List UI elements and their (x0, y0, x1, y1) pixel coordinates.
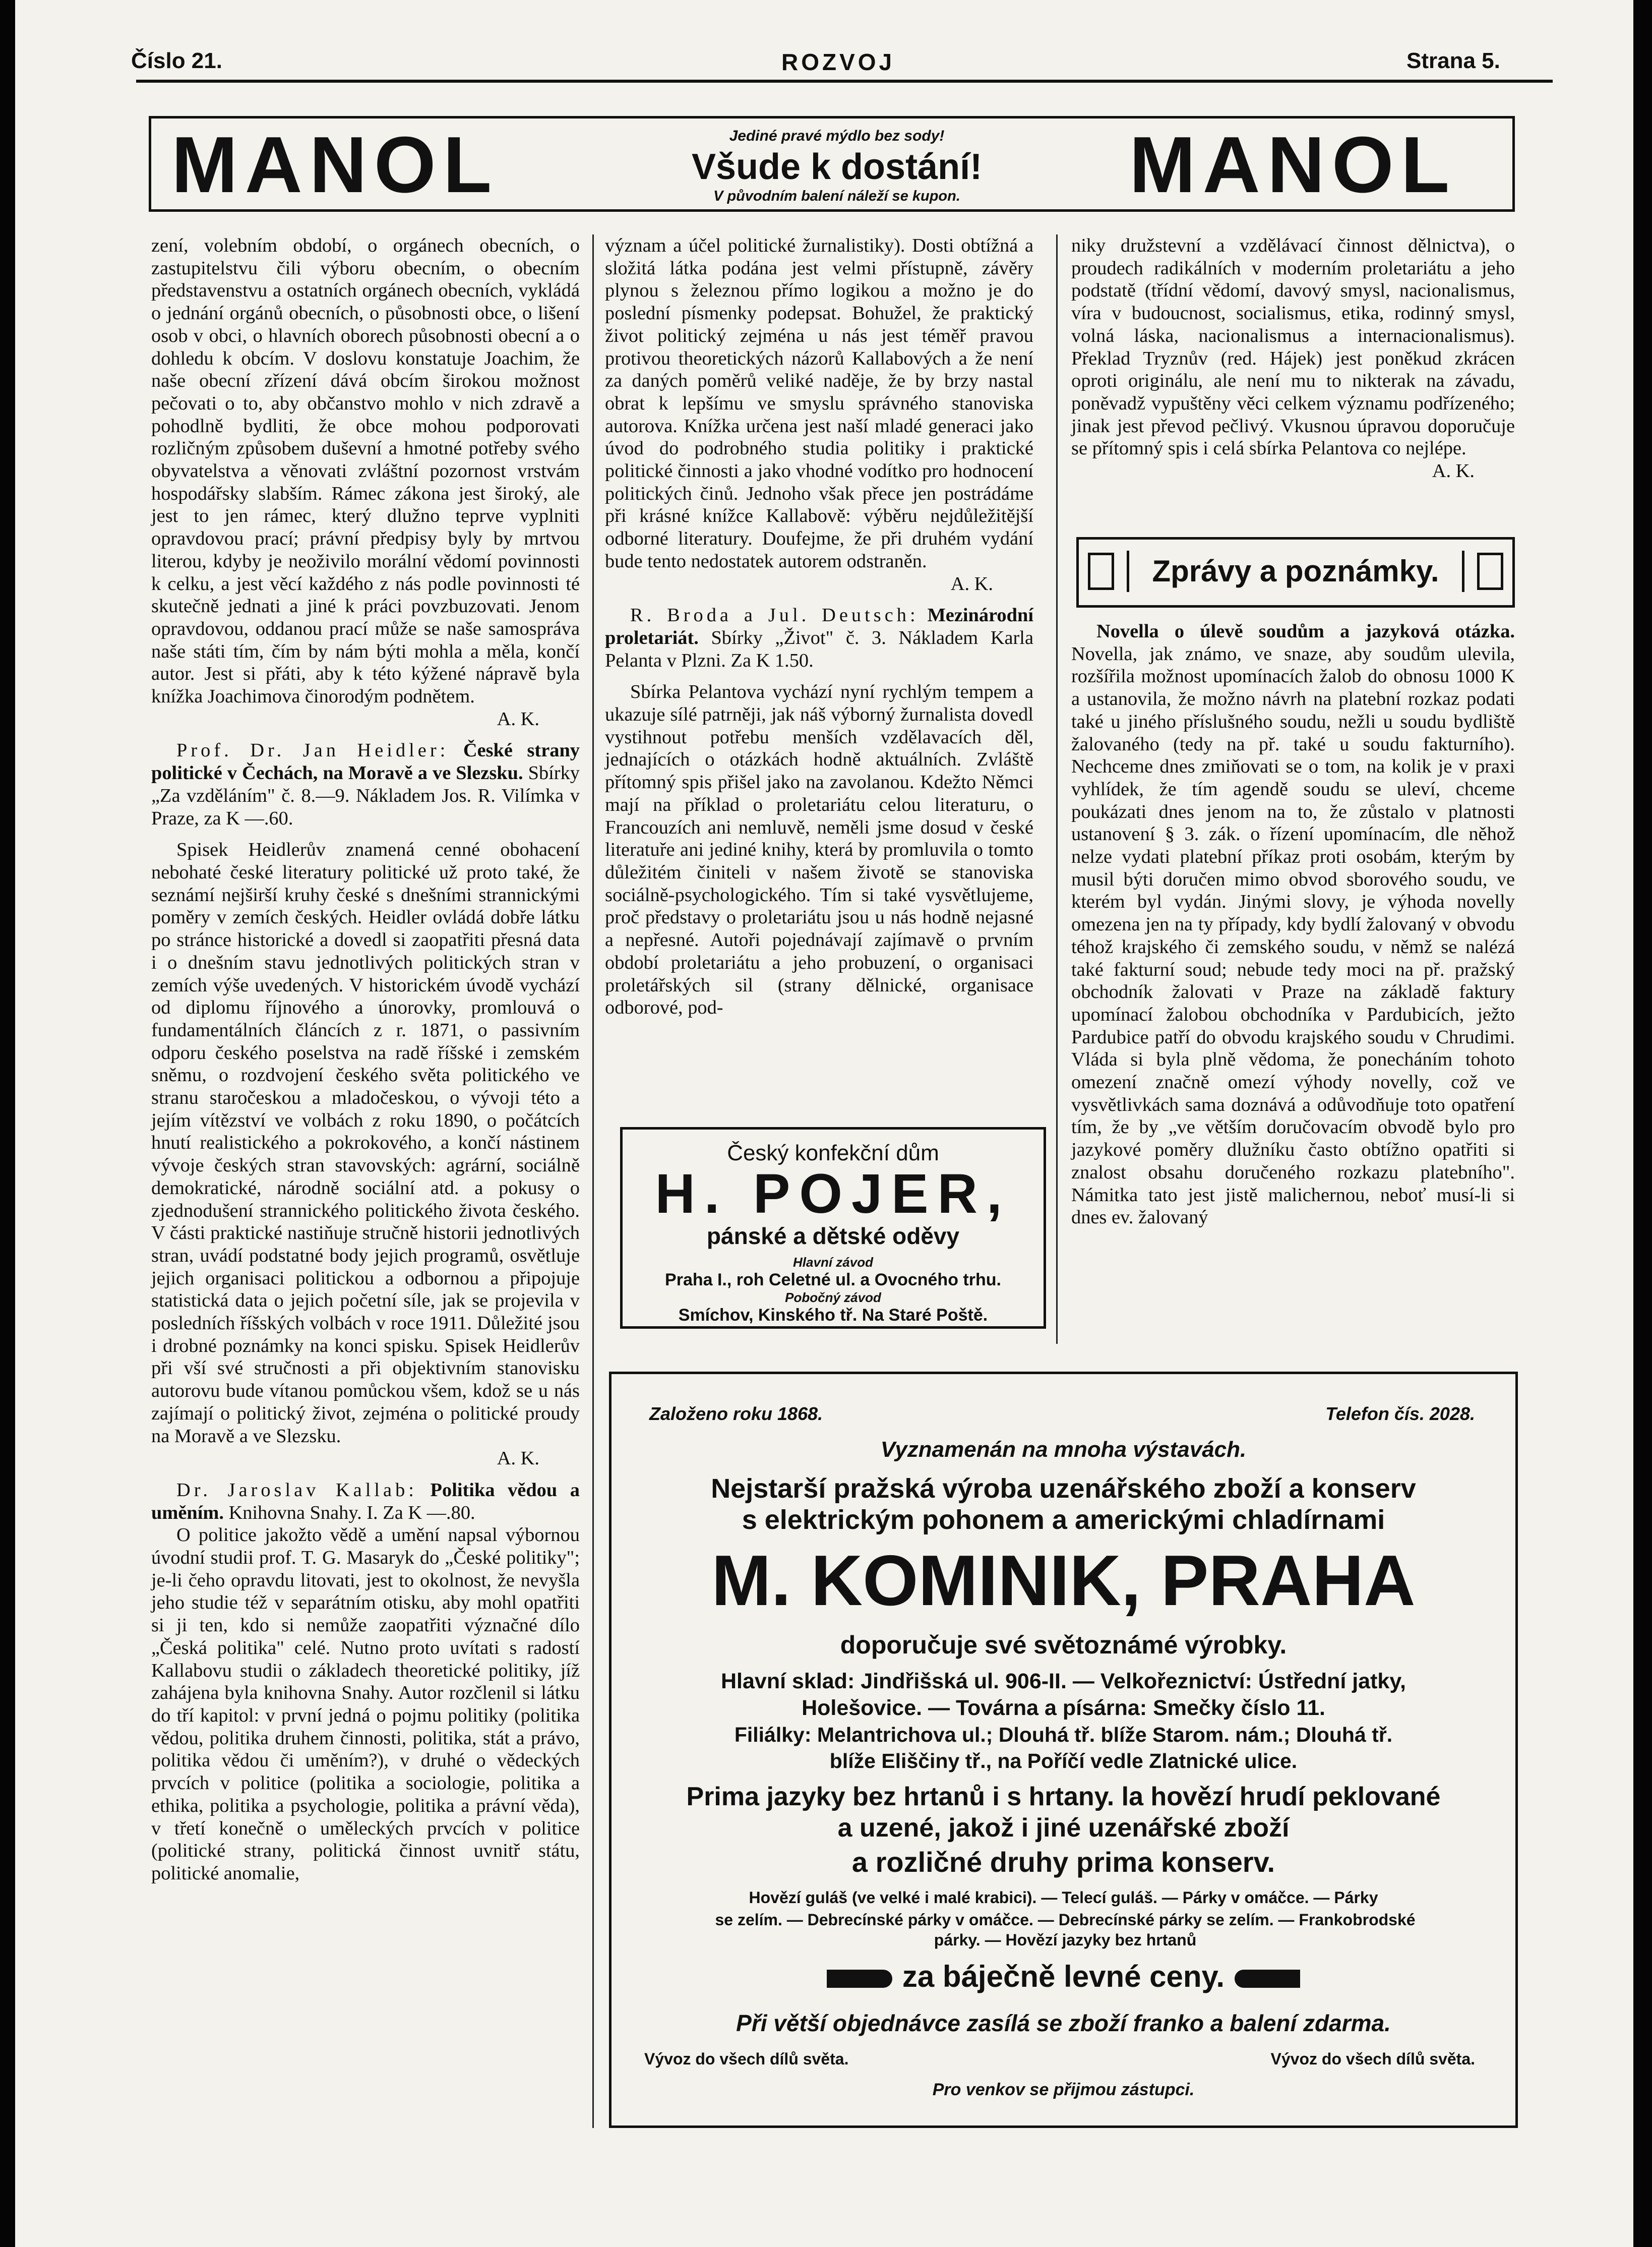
kominik-phone: Telefon čís. 2028. (1325, 1403, 1475, 1424)
kominik-cheap-text: za báječně levné ceny. (902, 1960, 1225, 1993)
pointing-hand-right-icon (1235, 1970, 1300, 1988)
kominik-prima1: Prima jazyky bez hrtanů i s hrtany. la hovězí hrudí peklované (686, 1782, 1441, 1811)
article-continuation: niky družstevní a vzdělávací činnost dělnictva), o proudech radikálních v moderním proletariátu a jeho podstatě (třídní vědomí, davový smysl, nacionalismus, víra v budoucnost, socialismus, etika, rodinný smysl, volná láska, nacionalismus a internacionalismus). Překlad Tryznův (red. Hájek) jest poněkud zkrácen oproti originálu, ale není mu to nikterak na závadu, poněvadž vypuštěny věci celkem významu podřízeného; jinak jest převod pečlivý. Vkusnou úpravou doporučuje se přítomný spis i celá sbírka Pelantova co nejlépe. (1071, 235, 1515, 459)
column-separator (592, 234, 594, 2128)
page-number: Strana 5. (1406, 48, 1500, 73)
signature: A. K. (497, 708, 539, 730)
signature: A. K. (1432, 460, 1475, 482)
pojer-branch-label: Pobočný závod (785, 1290, 881, 1305)
manol-advertisement (149, 116, 1515, 212)
kominik-cheap (611, 1959, 1515, 1994)
review-broda-body: Sbírka Pelantova vychází nyní rychlým tempem a ukazuje sílé patrněji, jak náš výborný žurnalista dovedl vystihnout potřebu menších vzdělavacích děl, jednajících o otázkách hodně aktuálních. Zvláště přítomný spis přišel jako na zavolanou. Kdežto Němci mají na příklad o proletariátu celou literaturu, o Francouzích ani nemluvě, neměli jsme dosud v české literatuře ani jediné knihy, která by promluvila o tomto důležitém činiteli v našem životě se stanoviska sociálně-psychologického. Tím si také vysvětlujeme, proč představy o proletariátu jsou u nás hodně nejasné a nepřesné. Autoři pojednávají zajímavě o prvním období proletariátu a jeho probuzení, o organisaci proletářských sil (strany dělnické, organisace odborové, pod- (605, 681, 1033, 1019)
header-rule (136, 80, 1553, 83)
pojer-name: H. POJER, (655, 1163, 1011, 1225)
section-box-zpravy (1076, 537, 1515, 608)
newspaper-page (15, 0, 1633, 2247)
pojer-advertisement (620, 1127, 1046, 1329)
review-heidler-body: Spisek Heidlerův znamená cenné obohacení nebohaté české literatury politické už proto také, že seznámí nejširší kruhy české s dnešními strannickými poměry v zemích českých. Heidler ovládá dobře látku po stránce historické a dovedl si zaopatřiti přesná data i o dnešním stavu jednotlivých politických stran v zemích výše uvedených. V historickém úvodě vychází od diplomu říjnového a únorovky, promlouvá o fundamentálních článcích z r. 1871, o passivním odporu českého poselstva na radě říšské i zemském sněmu, o rozdvojení českého světa politického ve stranu staročeskou a mladočeskou, o vývoji této a jejím vítězství ve volbách z roku 1890, o počátcích hnutí realistického a pokrokového, a končí nástinem vývoje českých stran stavovských: agrární, sociálně demokratické, národně sociální atd. a pokusy o zjednodušení strannického politického života českého. V části praktické nastiňuje stručně historii jednotlivých stran, uvádí podstatné body jejich programů, osvětluje jejich organisaci politickou a odbornou a připojuje statistická data o jejich početní síle, jak se projevila v posledních říšských volbách v roce 1911. Důležité jsou i drobné poznámky na konci spisku. Spisek Heidlerův při vší své stručnosti a při objektivním stanovisku autorovu bude vítanou pomůckou všem, kdož se u nás zajímají o politický život, zejména o politické proudy na Moravě a ve Slezsku. (151, 839, 580, 1447)
article-continuation: zení, volebním období, o orgánech obecních, o zastupitelstvu čili výboru obecním, o obecním představenstvu a ostatních orgánech obecních, vykládá o jednání orgánů obecních, o působnosti obce, o lišení osob v obci, o hlavních oborech působnosti obecní a o dohledu k obcím. V doslovu konstatuje Joachim, že naše obecní zřízení dává obcím širokou možnost pečovati o to, aby občanstvo mohlo v nich zdravě a pohodlně bydliti, že obce mohou podporovati rozličným způsobem duševní a hmotné potřeby svého obyvatelstva a věnovati zvláštní pozornost vrstvám hospodářsky slabším. Rámec zákona jest široký, ale jest to jen rámec, který dlužno teprve vyplniti opravdovou prací; právní předpisy byly by mrtvou literou, kdyby je neoživilo morální vědomí povinnosti k celku, a jest věcí každého z nás podle povinnosti té skutečně jednati a jiné k práci povzbuzovati. Jenom opravdovou, oddanou prací může se naše samospráva naše státi tím, čím by nám býti mohla a měla, končí autor. Jest si přáti, aby k této kýžené nápravě byla knížka Joachimova činorodým podnětem. (151, 235, 580, 707)
pointing-hand-left-icon (827, 1970, 892, 1988)
pojer-main-label: Hlavní závod (793, 1255, 873, 1270)
news-title: Novella o úlevě soudům a jazyková otázka. (1096, 621, 1515, 642)
review-title: Politika vědou a uměním. (151, 1479, 580, 1523)
kominik-recommends: doporučuje své světoznámé výrobky. (840, 1631, 1287, 1659)
review-biblio: Knihovna Snahy. I. Za K —.80. (228, 1502, 475, 1523)
left-column (151, 234, 580, 1885)
review-heidler-heading (151, 739, 580, 830)
review-kallab-body: O politice jakožto vědě a umění napsal výbornou úvodní studii prof. T. G. Masaryk do „České politiky"; je-li čeho opravdu litovati, jest to okolnost, že nevyšla jeho studie též v separátním otisku, aby mohl opatřiti si ji ten, kdo si nemůže zaopatřiti význačné dílo „Česká politika" celé. Nutno proto uvítati s radostí Kallabovu studii o základech theoretické politiky, jíž zahájena byla knihovna Snahy. Autor rozčlenil si látku do tří kapitol: v první jedná o pojmu politiky (politika vědou, politika druhem činnosti, politika, stát a právo, politika vědou či uměním?), v druhé o vědeckých prvcích v politice (politika a sociologie, politika a ethika, politika a psychologie, politika a právní věda), v třetí konečně o uměleckých prvcích v politice (politické strany, politická činnost uvnitř státu, politické anomalie, (151, 1524, 580, 1884)
signature: A. K. (950, 573, 993, 595)
manol-brand-left: MANOL (171, 121, 499, 209)
kominik-name: M. KOMINIK, PRAHA (711, 1541, 1416, 1621)
masthead: ROZVOJ (781, 49, 895, 75)
kominik-founded: Založeno roku 1868. (649, 1403, 823, 1424)
news-body: Novella, jak známo, ve snaze, aby soudům ulevila, rozšířila možnost upomínacích žalob do obnosu 1000 K a ustanovila, že možno návrh na platební rozkaz podati také u jiného příslušného soudu, nežli u soudu bydliště žalovaného (tedy na př. také u soudu fakturního). Nechceme dnes zmiňovati se o tom, na kolik je v praxi vyhlídek, že tím agendě soudu se uleví, chceme poukázati dnes jenom na to, že zůstalo v platnosti ustanovení § 3. zák. o řízení upomínacím, dle něhož nelze vydati platební příkaz proti osobám, kterým by musil býti doručen mimo obvod sborového soudu, ve kterém byl vydán. Jinými slovy, je výhoda novelly omezena jen na ty případy, kdy bydlí žalovaný v obvodu téhož krajského či zemského soudu, v němž se nalézá také fakturní soud; nebude tedy moci na př. pražský obchodník žalovati v Praze na základě faktury upomínací žalobou obchodníka v Pardubicích, ježto Pardubice patří do obvodu krajského soudu v Chrudimi. Vláda si byla plně vědoma, že ponecháním tohoto omezení značně omezí výhody novelly, což ve vysvětlivkách sama doznává a odůvodňuje toto opatření tím, že by „ve větším doručovacím obvodě bylo pro jazykové poměry dlužníku často obtížno opatřiti si znalost obsahu doručeného rozkazu platebního". Námitka tato jest jistě malichernou, neboť musí-li si dnes ev. žalovaný (1071, 643, 1515, 1228)
kominik-export-right: Vývoz do všech dílů světa. (1270, 2050, 1475, 2068)
kominik-export-left: Vývoz do všech dílů světa. (644, 2050, 849, 2068)
kominik-line1: Nejstarší pražská výroba uzenářského zboží a konserv (711, 1473, 1416, 1504)
kominik-agents: Pro venkov se přijmou zástupci. (932, 2080, 1195, 2099)
kominik-advertisement (609, 1372, 1518, 2128)
review-biblio: Sbírky „Život" č. 3. Nákladem Karla Pelanta v Plzni. Za K 1.50. (605, 627, 1033, 671)
kominik-addr1: Hlavní sklad: Jindřišská ul. 906-II. — Velkořeznictví: Ústřední jatky, (721, 1669, 1406, 1693)
signature: A. K. (497, 1448, 539, 1469)
review-author: Prof. Dr. Jan Heidler: (176, 740, 449, 761)
pojer-goods: pánské a dětské oděvy (706, 1223, 960, 1249)
review-title: Mezinárodní proletariát. (605, 605, 1033, 648)
review-author: R. Broda a Jul. Deutsch: (630, 605, 919, 626)
kominik-prima3: a rozličné druhy prima konserv. (851, 1846, 1275, 1878)
manol-brand-right: MANOL (1129, 121, 1457, 209)
kominik-goods1: Hovězí guláš (ve velké i malé krabici). — Telecí guláš. — Párky v omáčce. — Párky (749, 1888, 1378, 1907)
kominik-addr2: Holešovice. — Továrna a písárna: Smečky číslo 11. (802, 1696, 1325, 1720)
pojer-main-address: Praha I., roh Celetné ul. a Ovocného trhu. (665, 1270, 1001, 1289)
issue-number: Číslo 21. (131, 48, 222, 73)
pojer-branch-address: Smíchov, Kinského tř. Na Staré Poště. (678, 1306, 988, 1325)
right-column-top (1071, 234, 1515, 483)
square-ornament-right (1477, 553, 1503, 590)
manol-tagline: Jediné pravé mýdlo bez sody! (729, 128, 945, 144)
review-broda-heading (605, 604, 1033, 672)
review-title: České strany politické v Čechách, na Moravě a ve Slezsku. (151, 740, 580, 784)
review-kallab-heading (151, 1479, 580, 1524)
review-biblio: Sbírky „Za vzděláním" č. 8.—9. Nákladem Jos. R. Vilímka v Praze, za K —.60. (151, 762, 580, 829)
kominik-prima2: a uzené, jakož i jiné uzenářské zboží (837, 1813, 1290, 1843)
kominik-line2: s elektrickým pohonem a americkými chladírnami (742, 1505, 1385, 1535)
middle-column (605, 234, 1033, 1019)
manol-note: V původním balení náleží se kupon. (713, 188, 960, 204)
kominik-addr3: Filiálky: Melantrichova ul.; Dlouhá tř. blíže Starom. nám.; Dlouhá tř. (734, 1723, 1393, 1746)
kominik-awards: Vyznamenán na mnoha výstavách. (880, 1437, 1247, 1462)
review-author: Dr. Jaroslav Kallab: (176, 1479, 417, 1501)
kominik-goods2: se zelím. — Debrecínské párky v omáčce. — Debrecínské párky se zelím. — Frankobrodské párky. — Hovězí jazyky bez hrtanů (715, 1911, 1416, 1949)
right-column-news (1071, 620, 1515, 1229)
square-ornament-left (1088, 553, 1114, 590)
pojer-subtitle: Český konfekční dům (727, 1141, 939, 1165)
news-novella (1071, 620, 1515, 1229)
section-title: Zprávy a poznámky. (1127, 551, 1464, 592)
kominik-addr4: blíže Eliščiny tř., na Poříčí vedle Zlatnické ulice. (829, 1749, 1298, 1772)
kominik-franko: Při větší objednávce zasílá se zboží franko a balení zdarma. (736, 2010, 1391, 2036)
column-separator (1056, 234, 1058, 1344)
manol-headline: Všude k dostání! (691, 147, 983, 187)
article-continuation: význam a účel politické žurnalistiky). Dosti obtížná a složitá látka podána jest velmi přístupně, závěry plynou s železnou přímo logikou a možno je do poslední písmenky podepsat. Bohužel, že praktický život politický zejména u nás jest téměř pravou protivou theoretických názorů Kallabových a že není za daných poměrů veliké naděje, že by brzy nastal obrat k lepšímu ve smyslu správného stanoviska autorova. Knížka určena jest naší mladé generaci jako úvod do podrobného studia politiky i praktické politické činnosti a jako vhodné vodítko pro hodnocení politických činů. Jednoho však přece jen postrádáme při krásné knížce Kallabově: výběru nejdůležitější odborné literatury. Doufejme, že při druhém vydání bude tento nedostatek autorem odstraněn. (605, 235, 1033, 572)
